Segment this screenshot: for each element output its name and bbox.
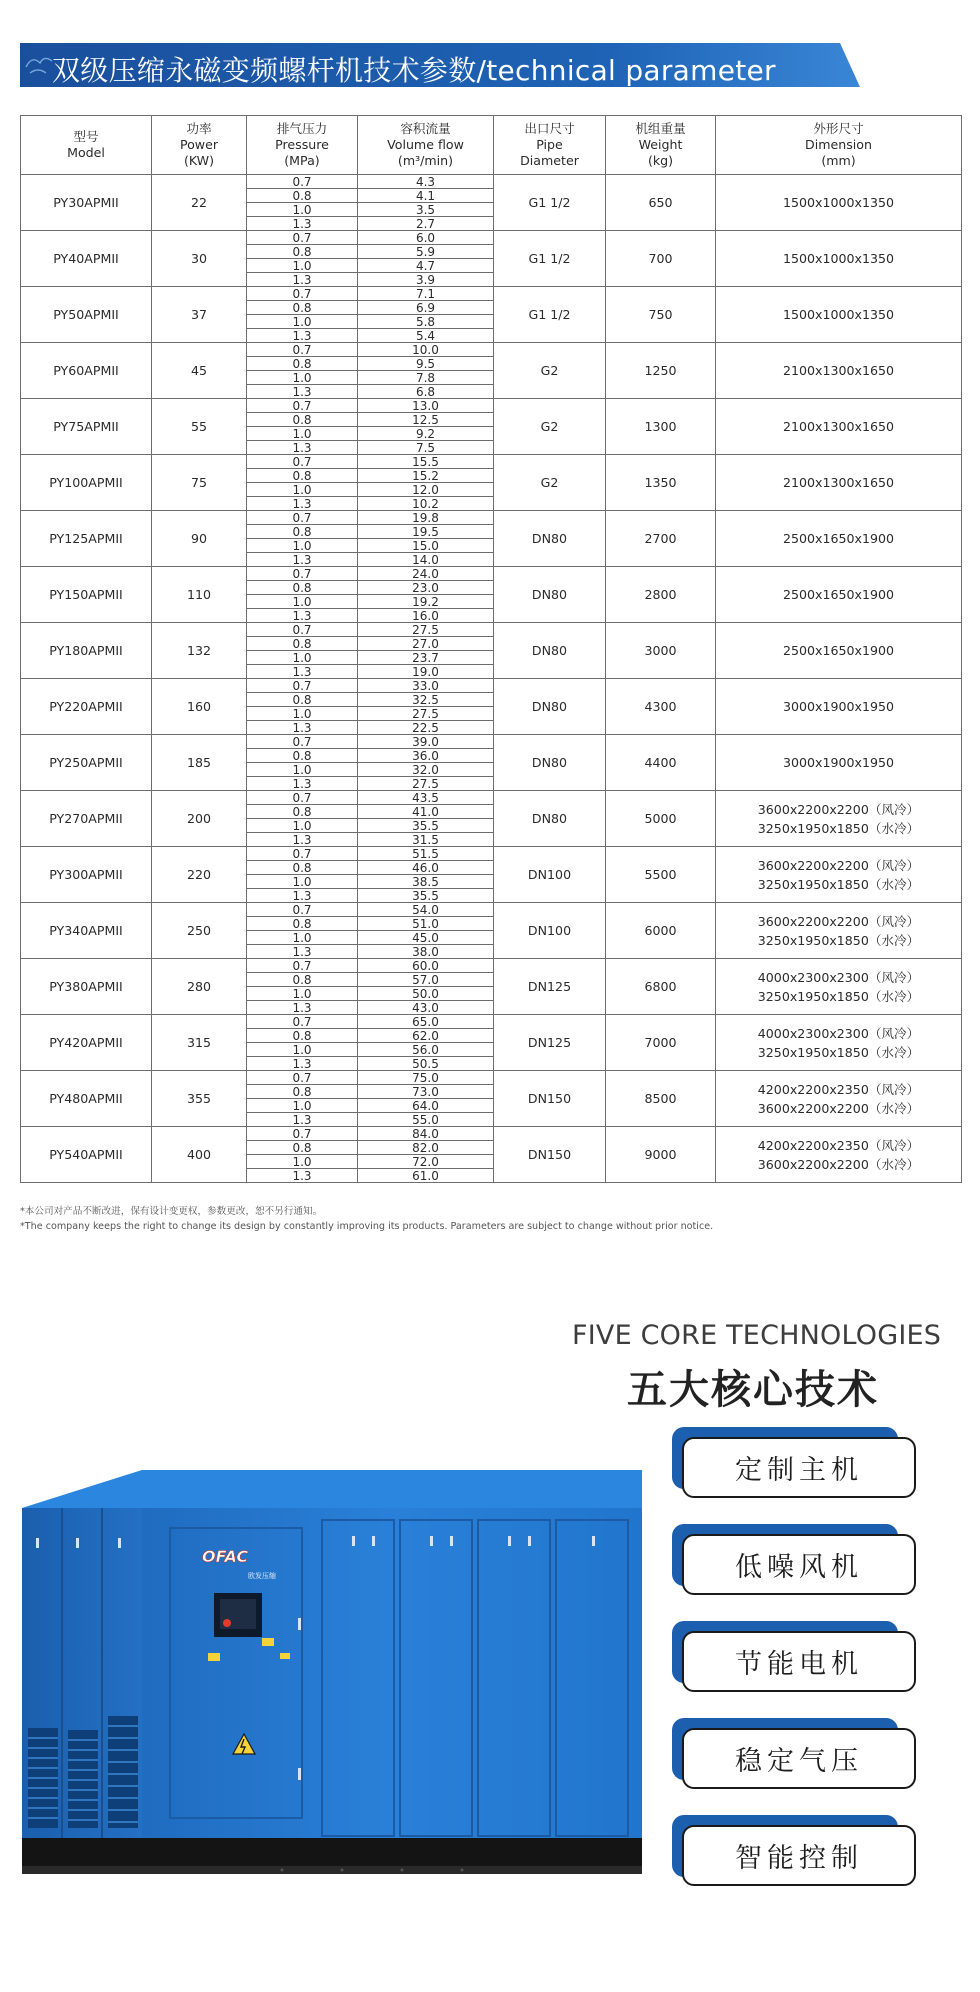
flow-cell: 32.5 (358, 693, 494, 707)
pressure-cell: 1.0 (247, 1043, 358, 1057)
pressure-cell: 0.8 (247, 805, 358, 819)
weight-cell: 1350 (606, 455, 716, 511)
pressure-cell: 0.8 (247, 413, 358, 427)
flow-cell: 72.0 (358, 1155, 494, 1169)
pressure-cell: 0.7 (247, 1071, 358, 1085)
pipe-cell: G2 (494, 343, 606, 399)
pressure-cell: 0.8 (247, 525, 358, 539)
pressure-cell: 1.0 (247, 707, 358, 721)
weight-cell: 4400 (606, 735, 716, 791)
table-row (21, 287, 962, 301)
pressure-cell: 0.8 (247, 581, 358, 595)
dimension-cell: 2500x1650x1900 (716, 567, 962, 623)
column-header: 机组重量 Weight (kg) (606, 116, 716, 175)
power-cell: 185 (152, 735, 247, 791)
brand-logo: OFAC (202, 1547, 249, 1566)
weight-cell: 5500 (606, 847, 716, 903)
dimension-cell: 2100x1300x1650 (716, 399, 962, 455)
pressure-cell: 1.3 (247, 553, 358, 567)
flow-cell: 5.4 (358, 329, 494, 343)
weight-cell: 2700 (606, 511, 716, 567)
five-core-title-en: FIVE CORE TECHNOLOGIES (572, 1320, 942, 1351)
pressure-cell: 1.3 (247, 777, 358, 791)
flow-cell: 6.0 (358, 231, 494, 245)
tech-card-label: 节能电机 (735, 1649, 863, 1680)
flow-cell: 60.0 (358, 959, 494, 973)
air-compressor-image (22, 1468, 662, 1878)
pressure-cell: 1.3 (247, 945, 358, 959)
pressure-cell: 0.7 (247, 343, 358, 357)
pressure-cell: 1.0 (247, 931, 358, 945)
power-cell: 75 (152, 455, 247, 511)
weight-cell: 650 (606, 175, 716, 231)
flow-cell: 6.8 (358, 385, 494, 399)
pressure-cell: 1.3 (247, 217, 358, 231)
weight-cell: 2800 (606, 567, 716, 623)
pressure-cell: 1.0 (247, 539, 358, 553)
flow-cell: 23.7 (358, 651, 494, 665)
flow-cell: 51.5 (358, 847, 494, 861)
pipe-cell: DN80 (494, 791, 606, 847)
tech-card-low-noise-fan (672, 1524, 917, 1596)
weight-cell: 6800 (606, 959, 716, 1015)
flow-cell: 38.5 (358, 875, 494, 889)
table-row (21, 735, 962, 749)
flow-cell: 10.2 (358, 497, 494, 511)
model-cell: PY100APMII (21, 455, 152, 511)
model-cell: PY125APMII (21, 511, 152, 567)
flow-cell: 33.0 (358, 679, 494, 693)
pressure-cell: 0.7 (247, 847, 358, 861)
pressure-cell: 0.7 (247, 903, 358, 917)
flow-cell: 5.8 (358, 315, 494, 329)
model-cell: PY380APMII (21, 959, 152, 1015)
table-row (21, 791, 962, 805)
model-cell: PY250APMII (21, 735, 152, 791)
power-cell: 315 (152, 1015, 247, 1071)
pressure-cell: 1.0 (247, 427, 358, 441)
note-english: *The company keeps the right to change its design by constantly improving its products. Parameters are subject to change without prior notice. (20, 1221, 714, 1232)
pressure-cell: 0.7 (247, 511, 358, 525)
tech-card-label: 智能控制 (735, 1843, 863, 1874)
model-cell: PY420APMII (21, 1015, 152, 1071)
pressure-cell: 0.8 (247, 861, 358, 875)
table-row (21, 1071, 962, 1085)
pipe-cell: G1 1/2 (494, 287, 606, 343)
pressure-cell: 1.3 (247, 273, 358, 287)
column-header: 功率 Power (KW) (152, 116, 247, 175)
flow-cell: 19.5 (358, 525, 494, 539)
pressure-cell: 0.7 (247, 791, 358, 805)
power-cell: 45 (152, 343, 247, 399)
flow-cell: 7.1 (358, 287, 494, 301)
model-cell: PY40APMII (21, 231, 152, 287)
pressure-cell: 1.0 (247, 259, 358, 273)
table-row (21, 175, 962, 189)
flow-cell: 5.9 (358, 245, 494, 259)
pipe-cell: DN80 (494, 735, 606, 791)
flow-cell: 7.5 (358, 441, 494, 455)
tech-card-label: 低噪风机 (735, 1552, 863, 1583)
pressure-cell: 0.7 (247, 1015, 358, 1029)
flow-cell: 19.8 (358, 511, 494, 525)
model-cell: PY150APMII (21, 567, 152, 623)
pressure-cell: 0.7 (247, 231, 358, 245)
pressure-cell: 1.3 (247, 329, 358, 343)
pressure-cell: 0.8 (247, 301, 358, 315)
flow-cell: 35.5 (358, 819, 494, 833)
power-cell: 110 (152, 567, 247, 623)
table-header-row (21, 116, 962, 175)
dimension-cell: 3000x1900x1950 (716, 735, 962, 791)
pressure-cell: 0.8 (247, 357, 358, 371)
flow-cell: 65.0 (358, 1015, 494, 1029)
column-header: 型号 Model (21, 116, 152, 175)
flow-cell: 23.0 (358, 581, 494, 595)
flow-cell: 61.0 (358, 1169, 494, 1183)
pressure-cell: 1.0 (247, 203, 358, 217)
tech-card-energy-saving-motor (672, 1621, 917, 1693)
note-chinese: *本公司对产品不断改进，保有设计变更权，参数更改，恕不另行通知。 (20, 1206, 323, 1217)
pressure-cell: 0.7 (247, 567, 358, 581)
dimension-cell: 3000x1900x1950 (716, 679, 962, 735)
pipe-cell: G2 (494, 399, 606, 455)
weight-cell: 1300 (606, 399, 716, 455)
dimension-cell: 3600x2200x2200（风冷） 3250x1950x1850（水冷） (716, 791, 962, 847)
model-cell: PY60APMII (21, 343, 152, 399)
flow-cell: 27.5 (358, 777, 494, 791)
pressure-cell: 0.7 (247, 175, 358, 189)
flow-cell: 4.1 (358, 189, 494, 203)
flow-cell: 3.9 (358, 273, 494, 287)
five-core-title-cn: 五大核心技术 (627, 1367, 879, 1413)
power-cell: 132 (152, 623, 247, 679)
flow-cell: 9.5 (358, 357, 494, 371)
power-cell: 280 (152, 959, 247, 1015)
flow-cell: 50.5 (358, 1057, 494, 1071)
weight-cell: 750 (606, 287, 716, 343)
pipe-cell: DN80 (494, 567, 606, 623)
flow-cell: 12.5 (358, 413, 494, 427)
pressure-cell: 0.7 (247, 455, 358, 469)
table-row (21, 399, 962, 413)
power-cell: 90 (152, 511, 247, 567)
table-row (21, 847, 962, 861)
tech-card-label: 定制主机 (735, 1455, 863, 1486)
flow-cell: 15.2 (358, 469, 494, 483)
column-header: 出口尺寸 Pipe Diameter (494, 116, 606, 175)
power-cell: 22 (152, 175, 247, 231)
model-cell: PY300APMII (21, 847, 152, 903)
weight-cell: 6000 (606, 903, 716, 959)
pipe-cell: DN100 (494, 903, 606, 959)
table-row (21, 1015, 962, 1029)
pipe-cell: DN150 (494, 1071, 606, 1127)
flow-cell: 46.0 (358, 861, 494, 875)
table-row (21, 511, 962, 525)
weight-cell: 5000 (606, 791, 716, 847)
dimension-cell: 2100x1300x1650 (716, 343, 962, 399)
flow-cell: 75.0 (358, 1071, 494, 1085)
flow-cell: 38.0 (358, 945, 494, 959)
flow-cell: 50.0 (358, 987, 494, 1001)
flow-cell: 54.0 (358, 903, 494, 917)
pressure-cell: 0.8 (247, 189, 358, 203)
pipe-cell: DN80 (494, 623, 606, 679)
table-row (21, 455, 962, 469)
pressure-cell: 0.7 (247, 959, 358, 973)
flow-cell: 32.0 (358, 763, 494, 777)
tech-card-label: 稳定气压 (735, 1746, 863, 1777)
pressure-cell: 1.3 (247, 609, 358, 623)
flow-cell: 13.0 (358, 399, 494, 413)
flow-cell: 15.5 (358, 455, 494, 469)
pressure-cell: 1.3 (247, 889, 358, 903)
table-row (21, 1127, 962, 1141)
table-row (21, 231, 962, 245)
flow-cell: 43.5 (358, 791, 494, 805)
page-title: 双级压缩永磁变频螺杆机技术参数/technical parameter (52, 54, 776, 87)
weight-cell: 700 (606, 231, 716, 287)
pressure-cell: 1.0 (247, 1099, 358, 1113)
flow-cell: 3.5 (358, 203, 494, 217)
tech-card-customized-host (672, 1427, 917, 1499)
spec-table (20, 115, 962, 1183)
weight-cell: 1250 (606, 343, 716, 399)
dimension-cell: 3600x2200x2200（风冷） 3250x1950x1850（水冷） (716, 847, 962, 903)
flow-cell: 51.0 (358, 917, 494, 931)
pressure-cell: 1.0 (247, 595, 358, 609)
flow-cell: 6.9 (358, 301, 494, 315)
flow-cell: 62.0 (358, 1029, 494, 1043)
table-row (21, 343, 962, 357)
pressure-cell: 0.8 (247, 1141, 358, 1155)
dimension-cell: 1500x1000x1350 (716, 231, 962, 287)
flow-cell: 19.0 (358, 665, 494, 679)
flow-cell: 82.0 (358, 1141, 494, 1155)
flow-cell: 4.7 (358, 259, 494, 273)
flow-cell: 2.7 (358, 217, 494, 231)
column-header: 外形尺寸 Dimension (mm) (716, 116, 962, 175)
pressure-cell: 1.0 (247, 819, 358, 833)
model-cell: PY220APMII (21, 679, 152, 735)
pressure-cell: 0.7 (247, 735, 358, 749)
model-cell: PY540APMII (21, 1127, 152, 1183)
power-cell: 200 (152, 791, 247, 847)
pressure-cell: 1.3 (247, 441, 358, 455)
weight-cell: 3000 (606, 623, 716, 679)
pressure-cell: 1.3 (247, 1113, 358, 1127)
pipe-cell: G1 1/2 (494, 231, 606, 287)
pipe-cell: DN150 (494, 1127, 606, 1183)
flow-cell: 7.8 (358, 371, 494, 385)
pressure-cell: 1.3 (247, 1001, 358, 1015)
flow-cell: 39.0 (358, 735, 494, 749)
pressure-cell: 1.0 (247, 763, 358, 777)
pressure-cell: 1.3 (247, 833, 358, 847)
dimension-cell: 4000x2300x2300（风冷） 3250x1950x1850（水冷） (716, 1015, 962, 1071)
flow-cell: 19.2 (358, 595, 494, 609)
pressure-cell: 1.0 (247, 651, 358, 665)
model-cell: PY340APMII (21, 903, 152, 959)
flow-cell: 84.0 (358, 1127, 494, 1141)
pressure-cell: 1.0 (247, 875, 358, 889)
flow-cell: 73.0 (358, 1085, 494, 1099)
dimension-cell: 2500x1650x1900 (716, 623, 962, 679)
pressure-cell: 0.7 (247, 623, 358, 637)
power-cell: 355 (152, 1071, 247, 1127)
flow-cell: 31.5 (358, 833, 494, 847)
pressure-cell: 0.8 (247, 749, 358, 763)
flow-cell: 15.0 (358, 539, 494, 553)
title-banner (20, 43, 860, 87)
pressure-cell: 0.7 (247, 1127, 358, 1141)
flow-cell: 36.0 (358, 749, 494, 763)
pressure-cell: 1.3 (247, 497, 358, 511)
model-cell: PY75APMII (21, 399, 152, 455)
table-row (21, 959, 962, 973)
flow-cell: 41.0 (358, 805, 494, 819)
power-cell: 37 (152, 287, 247, 343)
flow-cell: 57.0 (358, 973, 494, 987)
table-row (21, 679, 962, 693)
pressure-cell: 0.7 (247, 679, 358, 693)
pipe-cell: G2 (494, 455, 606, 511)
weight-cell: 8500 (606, 1071, 716, 1127)
svg-text:欧发压缩: 欧发压缩 (248, 1572, 276, 1580)
dimension-cell: 4200x2200x2350（风冷） 3600x2200x2200（水冷） (716, 1127, 962, 1183)
dimension-cell: 1500x1000x1350 (716, 287, 962, 343)
pipe-cell: DN100 (494, 847, 606, 903)
pressure-cell: 1.3 (247, 1169, 358, 1183)
pressure-cell: 1.0 (247, 987, 358, 1001)
flow-cell: 4.3 (358, 175, 494, 189)
column-header: 容积流量 Volume flow (m³/min) (358, 116, 494, 175)
power-cell: 220 (152, 847, 247, 903)
flow-cell: 43.0 (358, 1001, 494, 1015)
power-cell: 55 (152, 399, 247, 455)
pressure-cell: 1.3 (247, 665, 358, 679)
pipe-cell: DN80 (494, 679, 606, 735)
flow-cell: 55.0 (358, 1113, 494, 1127)
column-header: 排气压力 Pressure (MPa) (247, 116, 358, 175)
flow-cell: 12.0 (358, 483, 494, 497)
pipe-cell: DN125 (494, 959, 606, 1015)
power-cell: 250 (152, 903, 247, 959)
model-cell: PY180APMII (21, 623, 152, 679)
pressure-cell: 0.7 (247, 287, 358, 301)
pipe-cell: G1 1/2 (494, 175, 606, 231)
pressure-cell: 0.8 (247, 917, 358, 931)
flow-cell: 56.0 (358, 1043, 494, 1057)
pressure-cell: 0.8 (247, 469, 358, 483)
flow-cell: 27.5 (358, 707, 494, 721)
dimension-cell: 2500x1650x1900 (716, 511, 962, 567)
flow-cell: 45.0 (358, 931, 494, 945)
power-cell: 30 (152, 231, 247, 287)
dimension-cell: 1500x1000x1350 (716, 175, 962, 231)
model-cell: PY50APMII (21, 287, 152, 343)
pressure-cell: 1.0 (247, 1155, 358, 1169)
tech-card-smart-control (672, 1815, 917, 1887)
pressure-cell: 1.3 (247, 721, 358, 735)
weight-cell: 7000 (606, 1015, 716, 1071)
weight-cell: 9000 (606, 1127, 716, 1183)
flow-cell: 27.0 (358, 637, 494, 651)
weight-cell: 4300 (606, 679, 716, 735)
flow-cell: 16.0 (358, 609, 494, 623)
dimension-cell: 3600x2200x2200（风冷） 3250x1950x1850（水冷） (716, 903, 962, 959)
pressure-cell: 1.3 (247, 385, 358, 399)
dimension-cell: 2100x1300x1650 (716, 455, 962, 511)
tech-card-stable-pressure (672, 1718, 917, 1790)
pressure-cell: 0.8 (247, 245, 358, 259)
model-cell: PY270APMII (21, 791, 152, 847)
dimension-cell: 4200x2200x2350（风冷） 3600x2200x2200（水冷） (716, 1071, 962, 1127)
flow-cell: 14.0 (358, 553, 494, 567)
pressure-cell: 0.8 (247, 693, 358, 707)
flow-cell: 10.0 (358, 343, 494, 357)
power-cell: 160 (152, 679, 247, 735)
pressure-cell: 0.8 (247, 1085, 358, 1099)
flow-cell: 27.5 (358, 623, 494, 637)
flow-cell: 22.5 (358, 721, 494, 735)
table-row (21, 567, 962, 581)
flow-cell: 24.0 (358, 567, 494, 581)
model-cell: PY30APMII (21, 175, 152, 231)
flow-cell: 35.5 (358, 889, 494, 903)
power-cell: 400 (152, 1127, 247, 1183)
pressure-cell: 0.7 (247, 399, 358, 413)
table-row (21, 623, 962, 637)
pressure-cell: 0.8 (247, 973, 358, 987)
flow-cell: 9.2 (358, 427, 494, 441)
pressure-cell: 1.3 (247, 1057, 358, 1071)
dimension-cell: 4000x2300x2300（风冷） 3250x1950x1850（水冷） (716, 959, 962, 1015)
pressure-cell: 1.0 (247, 371, 358, 385)
pressure-cell: 1.0 (247, 315, 358, 329)
table-row (21, 903, 962, 917)
pressure-cell: 1.0 (247, 483, 358, 497)
pressure-cell: 0.8 (247, 637, 358, 651)
flow-cell: 64.0 (358, 1099, 494, 1113)
pipe-cell: DN80 (494, 511, 606, 567)
model-cell: PY480APMII (21, 1071, 152, 1127)
pipe-cell: DN125 (494, 1015, 606, 1071)
pressure-cell: 0.8 (247, 1029, 358, 1043)
